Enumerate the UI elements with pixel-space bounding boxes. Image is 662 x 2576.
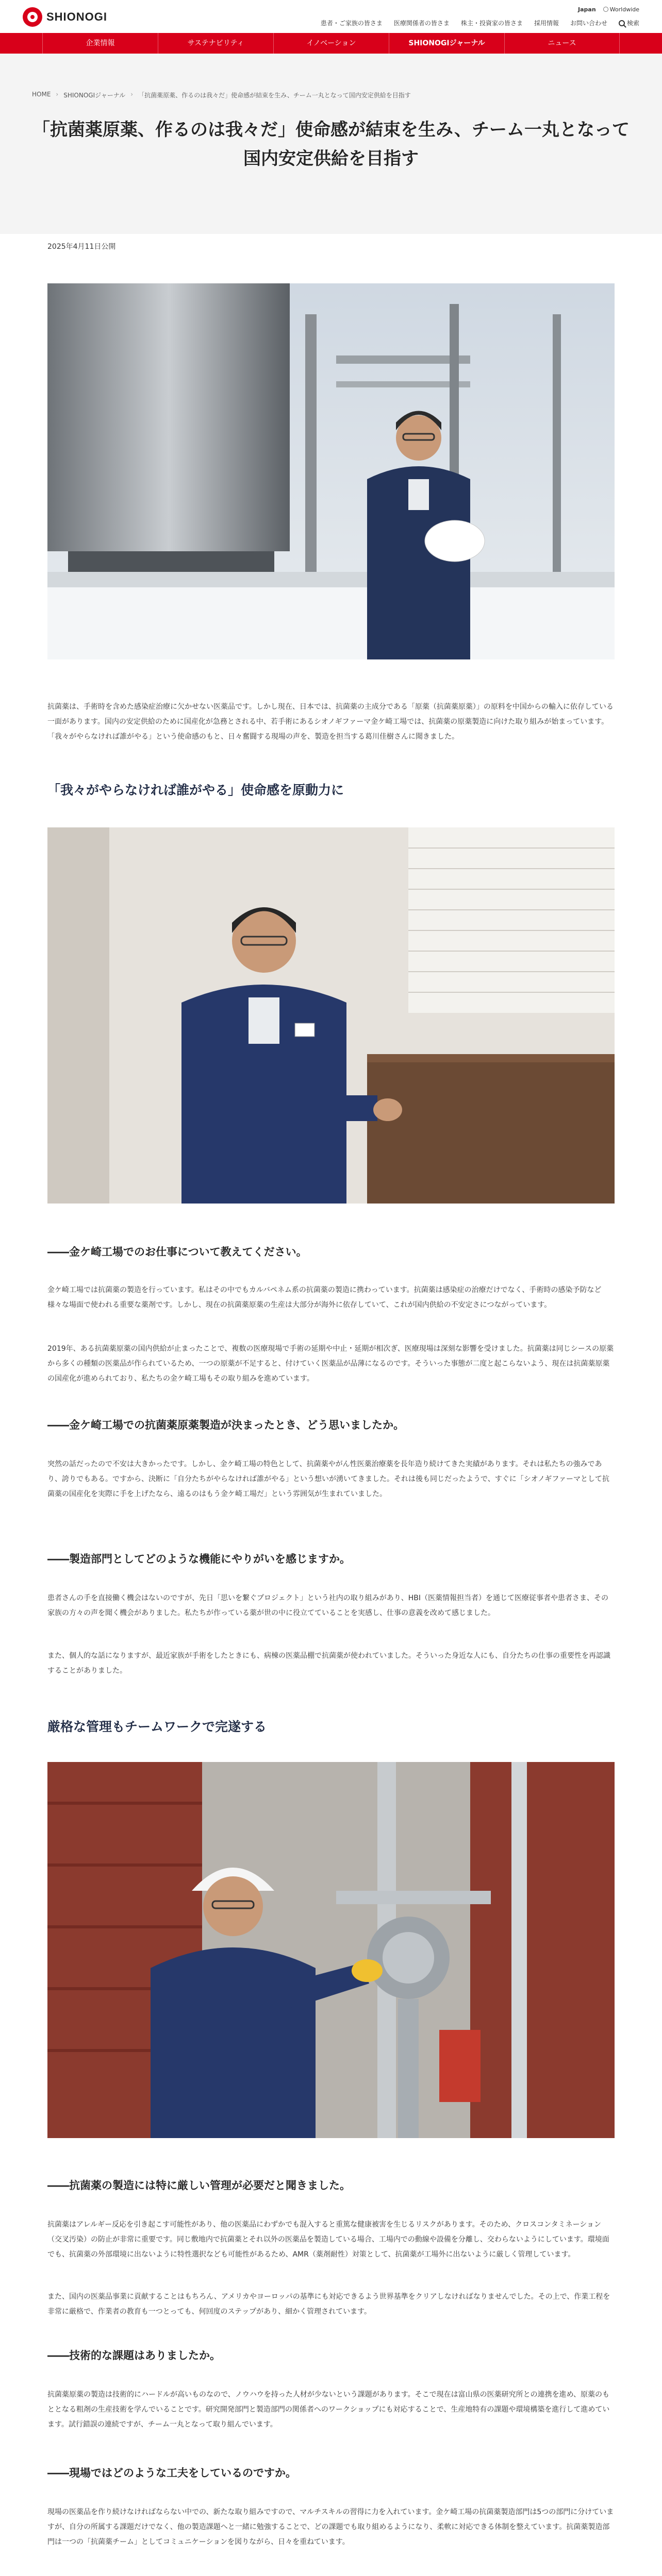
intro-paragraph: 抗菌薬は、手術時を含めた感染症治療に欠かせない医薬品です。しかし現在、日本では、抗菌薬の主成分である「原薬（抗菌薬原薬）」の原料を中国からの輸入に依存している一面があります。国内の安定供給のために国産化が急務とされる中、若手術にあるシオノギファーマ金ケ崎工場では、抗菌薬の原薬製造に向けた取り組みが始まっています。「我々がやらなければ誰がやる」という使命感のもと、日々奮闘する現場の声を、製造を担当する葛川佳樹さんに聞きました。 [47, 703, 614, 741]
question-3: ――製造部門としてどのような機能にやりがいを感じますか。 [47, 1553, 351, 1565]
search-icon [619, 20, 625, 26]
question-6: ――現場ではどのような工夫をしているのですか。 [47, 2467, 296, 2479]
question-4: ――抗菌薬の製造には特に厳しい管理が必要だと聞きました。 [47, 2179, 351, 2192]
logo[interactable] [23, 7, 107, 27]
answer-2: 突然の話だったので不安は大きかったです。しかし、金ケ崎工場の特色として、抗菌薬やがん性医薬治療薬を長年造り続けてきた実績があります。それは私たちの強みであり、誇りでもある。ですから、決断に「自分たちがやらなければ誰がやる」という想いが湧いてきました。それは後も同じだったようで、すぐに「シオノギファーマとして抗菌薬の国産化を実際に手を上げたなら、遠るのはもう金ケ崎工場だ」という雰囲気が生まれていました。 [47, 1460, 610, 1498]
answer-4-paragraph-1: 抗菌薬はアレルギー反応を引き起こす可能性があり、他の医薬品にわずかでも混入すると重篤な健康被害を生じるリスクがあります。そのため、クロスコンタミネーション（交叉汚染）の防止が非常に重要です。同じ敷地内で抗菌薬とそれ以外の医薬品を製造している場合、工場内での動線や設備を分離し、交わらないようにしています。環境面でも、抗菌薬の外部環境に出ないように特性選択なども可能性があるため、AMR（薬剤耐性）対策として、抗菌薬が工場外に出ないように厳しく管理しています。 [47, 2221, 609, 2259]
title-band [0, 54, 662, 234]
publish-date: 2025年4月11日公開 [47, 243, 116, 251]
answer-1-paragraph-2: 2019年、ある抗菌薬原薬の国内供給が止まったことで、複数の医療現場で手術の延期や中止・延期が相次ぎ、医療現場は深刻な影響を受けました。抗菌薬は同じシースの原薬から多くの種類の医薬品が作られているため、一つの原薬が不足すると、付けていく医薬品が品薄になるのです。そういった事態が二度と起こらないよう、現在は抗菌薬原薬の国産化が進められており、私たちの金ケ崎工場もその取り組みを進めています。 [47, 1345, 614, 1383]
nav-item-news[interactable]: ニュース [504, 33, 620, 54]
logo-text: SHIONOGI [46, 10, 108, 23]
globe-icon [603, 7, 608, 12]
shionogi-logo-icon [23, 7, 42, 27]
lang-worldwide[interactable]: Worldwide [603, 6, 639, 13]
utility-nav [321, 19, 639, 27]
question-1: ――金ケ崎工場でのお仕事について教えてください。 [47, 1246, 307, 1258]
inspection-photo [47, 1762, 615, 2138]
utility-link-patients[interactable]: 患者・ご家族の皆さま [320, 20, 383, 27]
language-switch [578, 6, 639, 13]
breadcrumb-home[interactable]: HOME [32, 91, 51, 98]
nav-item-innovation[interactable]: イノベーション [273, 33, 389, 54]
answer-6: 現場の医薬品を作り続けなければならない中での、新たな取り組みですので、マルチスキルの習得に力を入れています。金ケ崎工場の抗菌薬製造部門は5つの部門に分けていますが、自分の所属する課題だけでなく、他の製造課題へと一緒に勉強することで、どの課題でも取り組めるようになり、柔軟に対応できる体制を整えています。抗菌薬製造部門は一つの「抗菌薬チーム」としてコミュニケーションを図りながら、日々を重ねています。 [47, 2508, 614, 2546]
question-2: ――金ケ崎工場での抗菌薬原薬製造が決まったとき、どう思いましたか。 [47, 1419, 405, 1431]
breadcrumb-separator: › [130, 91, 134, 98]
nav-item-sustainability[interactable]: サステナビリティ [158, 33, 273, 54]
top-bar [0, 0, 662, 33]
main-nav [0, 33, 662, 54]
page-title: 「抗菌薬原薬、作るのは我々だ」使命感が結束を生み、チーム一丸となって国内安定供給を目指す [32, 120, 630, 169]
answer-3-paragraph-2: また、個人的な話になりますが、最近家族が手術をしたときにも、病棟の医薬品棚で抗菌薬が使われていました。そういった身近な人にも、自分たちの仕事の重要性を再認識することがありました。 [47, 1652, 610, 1675]
utility-link-recruit[interactable]: 採用情報 [534, 20, 559, 27]
breadcrumb [32, 91, 411, 99]
nav-item-journal[interactable]: SHIONOGIジャーナル [389, 33, 504, 54]
hero-photo [47, 283, 615, 659]
utility-link-contact[interactable]: お問い合わせ [570, 20, 607, 27]
answer-5: 抗菌薬原薬の製造は技術的にハードルが高いものなので、ノウハウを持った人材が少ないという課題があります。そこで現在は富山県の医薬研究所との連携を進め、原薬のもととなる粗剤の生産技術を学んでいることです。研究開発部門と製造部門の関係者へのワークショップにも対応することで、生産地特有の課題や環境構築を進行して進めています。試行錯誤の連続ですが、チーム一丸となって取り組んでいます。 [47, 2391, 610, 2429]
question-5: ――技術的な課題はありましたか。 [47, 2349, 221, 2362]
breadcrumb-current: 「抗菌薬原薬、作るのは我々だ」使命感が結束を生み、チーム一丸となって国内安定供給を目指す [138, 92, 411, 99]
section-heading-1: 「我々がやらなければ誰がやる」使命感を原動力に [47, 783, 344, 798]
breadcrumb-journal[interactable]: SHIONOGIジャーナル [63, 92, 126, 99]
utility-link-medical[interactable]: 医療関係者の皆さま [393, 20, 450, 27]
interview-photo-1 [47, 827, 615, 1204]
section-heading-2: 厳格な管理もチームワークで完遂する [47, 1719, 267, 1734]
nav-item-company[interactable]: 企業情報 [42, 33, 158, 54]
site-header [0, 0, 662, 54]
search-button[interactable]: 検索 [619, 19, 639, 27]
utility-link-investors[interactable]: 株主・投資家の皆さま [460, 20, 523, 27]
answer-1-paragraph-1: 金ケ崎工場では抗菌薬の製造を行っています。私はその中でもカルバペネム系の抗菌薬の製造に携わっています。抗菌薬は感染症の治療だけでなく、手術時の感染予防など様々な場面で使われる重要な薬剤です。しかし、現在の抗菌薬原薬の生産は大部分が海外に依存していて、これが国内供給の不安定さにつながっています。 [47, 1286, 602, 1309]
breadcrumb-separator: › [56, 91, 59, 98]
answer-3-paragraph-1: 患者さんの手を直接働く機会はないのですが、先日「思いを繋ぐプロジェクト」という社内の取り組みがあり、HBI（医薬情報担当者）を通じて医療従事者や患者さま、その家族の方々の声を聞く機会がありました。私たちが作っている薬が世の中に役立てていることを実感し、仕事の意義を改めて感じました。 [47, 1594, 608, 1617]
lang-japan[interactable]: Japan [578, 6, 596, 13]
answer-4-paragraph-2: また、国内の医薬品事業に貢献することはもちろん、アメリカやヨーロッパの基準にも対応できるよう世界基準をクリアしなければなりませんでした。その上で、作業工程を非常に厳格で、作業者の教育も一つとっても、何回度のステップがあり、細かく管理されています。 [47, 2293, 610, 2316]
